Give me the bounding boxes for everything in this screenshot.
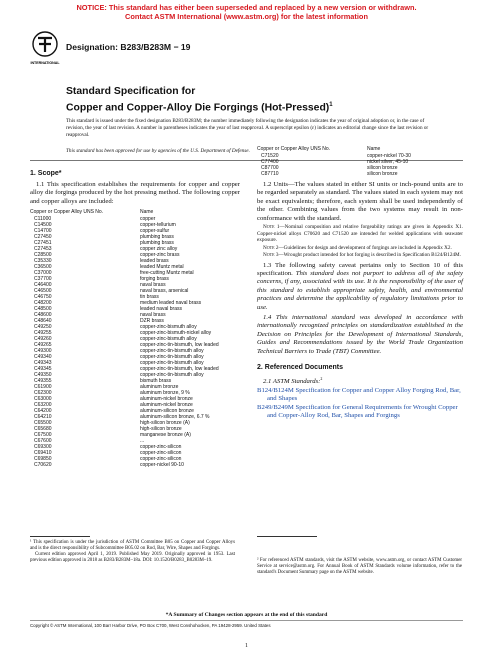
uns-number: C71520	[261, 153, 279, 159]
uns-number: C49255	[34, 330, 52, 337]
alloy-name: copper	[140, 216, 156, 223]
uns-number: C49355	[34, 378, 52, 385]
alloy-name: medium leaded naval brass	[140, 300, 202, 307]
uns-number: C14700	[34, 228, 52, 235]
page-number: 1	[245, 643, 248, 649]
uns-number: C35330	[34, 258, 52, 265]
designation: Designation: B283/B283M − 19	[66, 42, 191, 52]
note-2: Note 2—Guidelines for design and development of forgings are included in Appendix X2.	[263, 244, 452, 251]
alloy-name: copper-tellurium	[140, 222, 176, 229]
reference-item	[257, 387, 463, 403]
uns-number: C69410	[34, 450, 52, 457]
uns-number: C69850	[34, 456, 52, 463]
uns-number: C67500	[34, 432, 52, 439]
alloy-name: plumbing brass	[140, 240, 174, 247]
uns-number: C27450	[34, 234, 52, 241]
uns-number: C63000	[34, 396, 52, 403]
uns-number: C49250	[34, 324, 52, 331]
alloy-name: naval brass, arsenical	[140, 288, 189, 295]
alloy-table	[30, 209, 240, 468]
alloy-name: bismuth brass	[140, 378, 172, 385]
paragraph-1-4: 1.4 This international standard was developed in accordance with internationally recognized principles on standardization established in the Decision on Principles for the Development of International Standards, Guides and Recommendations issued by the World Trade Organization Technical Barriers to Trade (TBT) Committee.	[257, 313, 463, 355]
uns-number: C77400	[261, 159, 279, 165]
uns-number: C37700	[34, 276, 52, 283]
uns-number: C87700	[261, 165, 279, 171]
footnote-rule	[30, 536, 90, 537]
footnote-1	[30, 540, 235, 564]
uns-number: C27453	[34, 246, 52, 253]
alloy-name: high-silicon bronze (A)	[140, 420, 190, 427]
alloy-name: copper-nickel 90-10	[140, 462, 184, 469]
paragraph-1-1: 1.1 This specification establishes the requirements for copper and copper alloy die forgings produced by the hot pressing method. The following copper and copper alloys are included:	[30, 181, 240, 205]
paragraph-1-2: 1.2 Units—The values stated in either SI units or inch-pound units are to be regarded separately as standard. The values stated in each system may not be exact equivalents; therefore, each system shall be used independently of the other. Combining values from the two systems may result in non-conformance with the standard.	[257, 181, 463, 222]
alloy-name: copper-zinc-bismuth alloy	[140, 336, 197, 343]
summary-note: *A Summary of Changes section appears at the end of this standard	[165, 612, 328, 618]
astm-logo-icon	[30, 30, 60, 68]
alloy-name: plumbing brass	[140, 234, 174, 241]
uns-number: C63200	[34, 402, 52, 409]
uns-number: C48500	[34, 306, 52, 313]
table-row	[257, 171, 463, 177]
alloy-name: copper-zinc-silicon	[140, 444, 182, 451]
uns-number: C46500	[34, 288, 52, 295]
uns-number: C11000	[34, 216, 52, 223]
alloy-name: naval brass	[140, 312, 166, 319]
uns-number: C49345	[34, 366, 52, 373]
reference-list	[257, 387, 463, 420]
footnote-1-text: ¹ This specification is under the jurisdiction of ASTM Committee B05 on Copper and Copper Alloys and is the direct responsibility of Subcommittee B05.02 on Rod, Bar, Wire, Shapes and Forgings.	[30, 540, 235, 551]
notice-line-1: NOTICE: This standard has either been superseded and replaced by a new version or withdrawn.	[76, 3, 417, 12]
uns-number: C70620	[34, 462, 52, 469]
uns-number: C49260	[34, 336, 52, 343]
footnote-1-edition: Current edition approved April 1, 2019. Published May 2019. Originally approved in 1953. Last previous edition approved in 2018 as B283/B283M–18a. DOI: 10.1520/B0283_B0283M–19.	[30, 552, 235, 563]
withdrawn-notice	[0, 3, 493, 21]
alloy-name: copper-zinc-tin-bismuth alloy	[140, 372, 204, 379]
alloy-name: copper-zinc-tin-bismuth alloy	[140, 360, 204, 367]
copyright: Copyright © ASTM International, 100 Barr Harbor Drive, PO Box C700, West Conshohocken, PA 19428-2959. United States	[30, 620, 463, 628]
uns-number: C87710	[261, 171, 279, 177]
uns-number: C27451	[34, 240, 52, 247]
uns-number: C49300	[34, 348, 52, 355]
footnote-rule	[257, 536, 317, 537]
uns-number: C48200	[34, 300, 52, 307]
alloy-name: copper-zinc-silicon	[140, 450, 182, 457]
uns-number: C67600	[34, 438, 52, 445]
table-header-name: Name	[367, 146, 381, 152]
alloy-name: high-silicon bronze	[140, 426, 182, 433]
alloy-name: nickel silver, 45-10	[367, 159, 409, 165]
uns-number: C69300	[34, 444, 52, 451]
alloy-name: aluminum-silicon bronze	[140, 408, 194, 415]
uns-number: C49265	[34, 342, 52, 349]
alloy-name: silicon bronze	[367, 165, 398, 171]
uns-number: C37000	[34, 270, 52, 277]
scope-heading: 1. Scope*	[30, 170, 62, 177]
dod-statement: This standard has been approved for use by agencies of the U.S. Department of Defense.	[66, 148, 250, 154]
alloy-name: copper-zinc-silicon	[140, 456, 182, 463]
references-heading: 2. Referenced Documents	[257, 364, 343, 371]
alloy-name: tin brass	[140, 294, 159, 301]
left-column	[30, 170, 240, 468]
note-3: Note 3—Wrought product intended for hot forging is described in Specification B124/B124M.	[263, 252, 461, 259]
uns-number: C64210	[34, 414, 52, 421]
table-header-name: Name	[140, 209, 154, 216]
alloy-name: copper zinc alloy	[140, 246, 178, 253]
uns-number: C48600	[34, 312, 52, 319]
uns-number: C49350	[34, 372, 52, 379]
astm-standards-sub: 2.1 ASTM Standards:$^2$	[263, 376, 323, 386]
uns-number: C28500	[34, 252, 52, 259]
note-1: Note 1—Nominal composition and relative forgeability ratings are given in Appendix X1. Copper-nickel alloys C70620 and C71520 are intended for welded applications with seawater exposure.	[257, 224, 463, 244]
title-line-1: Standard Specification for	[66, 86, 196, 97]
notice-line-2: Contact ASTM International (www.astm.org) for the latest information	[125, 12, 368, 21]
uns-number: C46400	[34, 282, 52, 289]
reference-title: Specification for Copper and Copper Alloy Forging Rod, Bar, and Shapes	[267, 386, 461, 402]
alloy-name: copper-zinc-bismuth alloy	[140, 324, 197, 331]
alloy-name: copper-zinc-tin-bismuth, low leaded	[140, 366, 219, 373]
paragraph-1-3: 1.3 The following safety caveat pertains only to Section 10 of this specification. This standard does not purport to address all of the safety concerns, if any, associated with its use. It is the responsibility of the user of this standard to establish appropriate safety, health, and environmental practices and determine the applicability of regulatory limitations prior to use.	[257, 261, 464, 311]
reference-item	[257, 404, 463, 420]
uns-number: C65680	[34, 426, 52, 433]
uns-number: C14500	[34, 222, 52, 229]
alloy-name: aluminum-nickel bronze	[140, 396, 193, 403]
uns-number: C48640	[34, 318, 52, 325]
title-line-2: Copper and Copper-Alloy Die Forgings (Hot-Pressed)$^1$	[66, 101, 333, 113]
uns-number: C49340	[34, 354, 52, 361]
alloy-name: copper-zinc-bismuth-nickel alloy	[140, 330, 212, 337]
alloy-name: manganese bronze (A)	[140, 432, 191, 439]
document-title	[66, 86, 446, 114]
reference-link[interactable]: B249/B249M	[257, 403, 294, 411]
uns-number: C46750	[34, 294, 52, 301]
alloy-name: aluminum-nickel bronze	[140, 402, 193, 409]
right-column	[257, 146, 463, 421]
alloy-table-continued	[257, 146, 463, 177]
alloy-name: aluminum bronze	[140, 384, 179, 391]
alloy-name: silicon bronze	[367, 171, 398, 177]
alloy-name: aluminum-silicon bronze, 6.7 %	[140, 414, 210, 421]
issuance-statement: This standard is issued under the fixed designation B283/B283M; the number immediately following the designation indicates the year of original adoption or, in the case of revision, the year of last revision. A number in parentheses indicates the year of last reapproval. A superscript epsilon (ε) indicates an editorial change since the last revision or reapproval.	[66, 118, 429, 138]
footnote-2: ² For referenced ASTM standards, visit the ASTM website, www.astm.org, or contact ASTM Customer Service at service@astm.org. For Annual Book of ASTM Standards volume information, refer to the standard's Document Summary page on the ASTM website.	[257, 558, 462, 575]
uns-number: C64200	[34, 408, 52, 415]
uns-number: C36500	[34, 264, 52, 271]
alloy-name: copper-zinc-tin-bismuth alloy	[140, 348, 204, 355]
alloy-name: copper-zinc-tin-bismuth, low leaded	[140, 342, 219, 349]
alloy-name: copper-zinc-tin-bismuth alloy	[140, 354, 204, 361]
table-header-uns: Copper or Copper Alloy UNS No.	[257, 146, 331, 152]
alloy-name: free-cutting Muntz metal	[140, 270, 194, 277]
reference-title: Specification for General Requirements for Wrought Copper and Copper-Alloy Rod, Bar, Shapes and Forgings	[267, 403, 458, 419]
alloy-name: ...	[140, 438, 145, 445]
uns-number: C65500	[34, 420, 52, 427]
alloy-name: leaded naval brass	[140, 306, 182, 313]
reference-link[interactable]: B124/B124M	[257, 386, 294, 394]
alloy-name: copper-zinc brass	[140, 252, 180, 259]
uns-number: C62300	[34, 390, 52, 397]
alloy-name: leaded brass	[140, 258, 169, 265]
alloy-name: leaded Muntz metal	[140, 264, 184, 271]
alloy-name: DZR brass	[140, 318, 164, 325]
alloy-name: copper-sulfur	[140, 228, 170, 235]
uns-number: C49343	[34, 360, 52, 367]
table-row	[30, 462, 240, 468]
alloy-name: copper-nickel 70-30	[367, 153, 411, 159]
uns-number: C61900	[34, 384, 52, 391]
logo-text: INTERNATIONAL	[30, 61, 60, 65]
table-header-uns: Copper or Copper Alloy UNS No.	[30, 209, 104, 216]
alloy-name: aluminum bronze, 9 %	[140, 390, 190, 397]
alloy-name: forging brass	[140, 276, 169, 283]
alloy-name: naval brass	[140, 282, 166, 289]
